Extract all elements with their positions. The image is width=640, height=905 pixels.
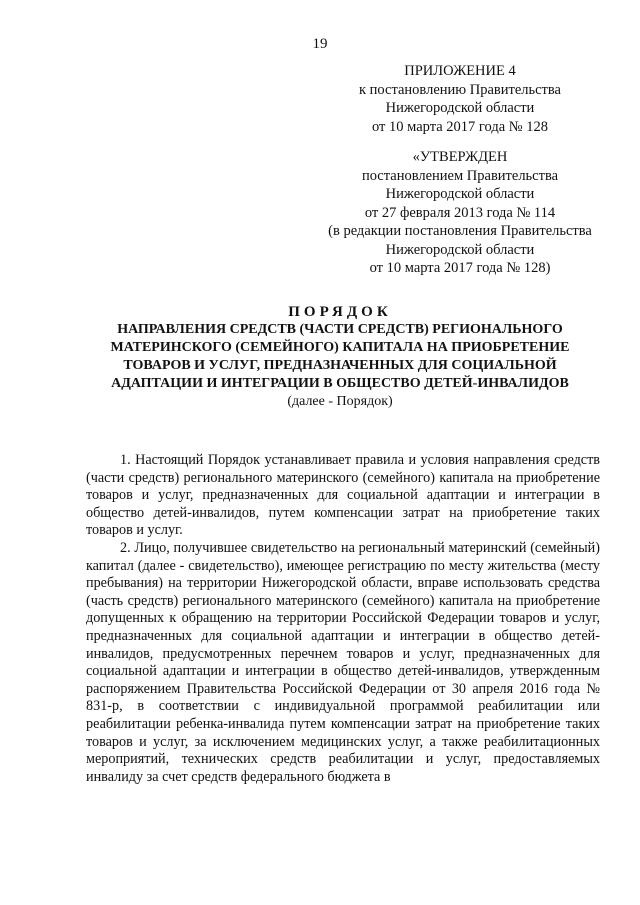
- document-title: ПОРЯДОК: [288, 304, 392, 320]
- subtitle-line: НАПРАВЛЕНИЯ СРЕДСТВ (ЧАСТИ СРЕДСТВ) РЕГИОНАЛЬНОГО: [117, 322, 563, 337]
- document-subtitle: [80, 321, 600, 393]
- approval-line: Нижегородской области: [385, 186, 535, 202]
- approval-line: от 27 февраля 2013 года № 114: [364, 204, 556, 221]
- document-title-block: [80, 303, 600, 411]
- paragraph-1: 1. Настоящий Порядок устанавливает правила и условия направления средств (части средств) регионального материнского (семейного) капитала на приобретение товаров и услуг, предназначенных для социальной адаптации и интеграции в общество детей-инвалидов, путем компенсации затрат на приобретение таких товаров и услуг.: [86, 452, 600, 539]
- approval-heading: «УТВЕРЖДЕН: [412, 149, 508, 165]
- page-number: 19: [312, 36, 328, 52]
- appendix-line: от 10 марта 2017 года № 128: [372, 118, 548, 135]
- approval-line: от 10 марта 2017 года № 128): [369, 260, 551, 276]
- document-body: [86, 452, 600, 786]
- subtitle-line: АДАПТАЦИИ И ИНТЕГРАЦИИ В ОБЩЕСТВО ДЕТЕЙ-ИНВАЛИДОВ: [111, 376, 569, 391]
- approval-line: (в редакции постановления Правительства: [328, 223, 592, 239]
- appendix-heading: ПРИЛОЖЕНИЕ 4: [404, 63, 516, 79]
- approval-line: Нижегородской области: [385, 241, 535, 258]
- approval-line: постановлением Правительства: [361, 167, 559, 184]
- approval-block: [300, 148, 620, 278]
- paragraph-2: 2. Лицо, получившее свидетельство на региональный материнский (семейный) капитал (далее - свидетельство), имеющее регистрацию по месту жительства (месту пребывания) на территории Нижегородской области, вправе использовать средства (часть средств) регионального материнского (семейного) капитала на приобретение допущенных к обращению на территории Российской Федерации товаров и услуг, предназначенных для социальной адаптации и интеграции в общество детей-инвалидов, предусмотренных перечнем товаров и услуг, предназначенных для социальной адаптации и интеграции в общество детей-инвалидов, утвержденным распоряжением Правительства Российской Федерации от 30 апреля 2016 года № 831-р, в соответствии с индивидуальной программой реабилитации или реабилитации ребенка-инвалида путем компенсации затрат на приобретение таких товаров и услуг, за исключением медицинских услуг, а также реабилитационных мероприятий, технических средств реабилитации и услуг, предоставляемых инвалиду за счет средств федерального бюджета в: [86, 539, 600, 785]
- appendix-line: Нижегородской области: [385, 100, 535, 116]
- appendix-line: к постановлению Правительства: [359, 81, 561, 98]
- appendix-block: [330, 62, 590, 136]
- subtitle-line: МАТЕРИНСКОГО (СЕМЕЙНОГО) КАПИТАЛА НА ПРИОБРЕТЕНИЕ: [110, 340, 570, 355]
- subtitle-line: ТОВАРОВ И УСЛУГ, ПРЕДНАЗНАЧЕННЫХ ДЛЯ СОЦИАЛЬНОЙ: [123, 358, 557, 373]
- title-note: (далее - Порядок): [287, 394, 393, 409]
